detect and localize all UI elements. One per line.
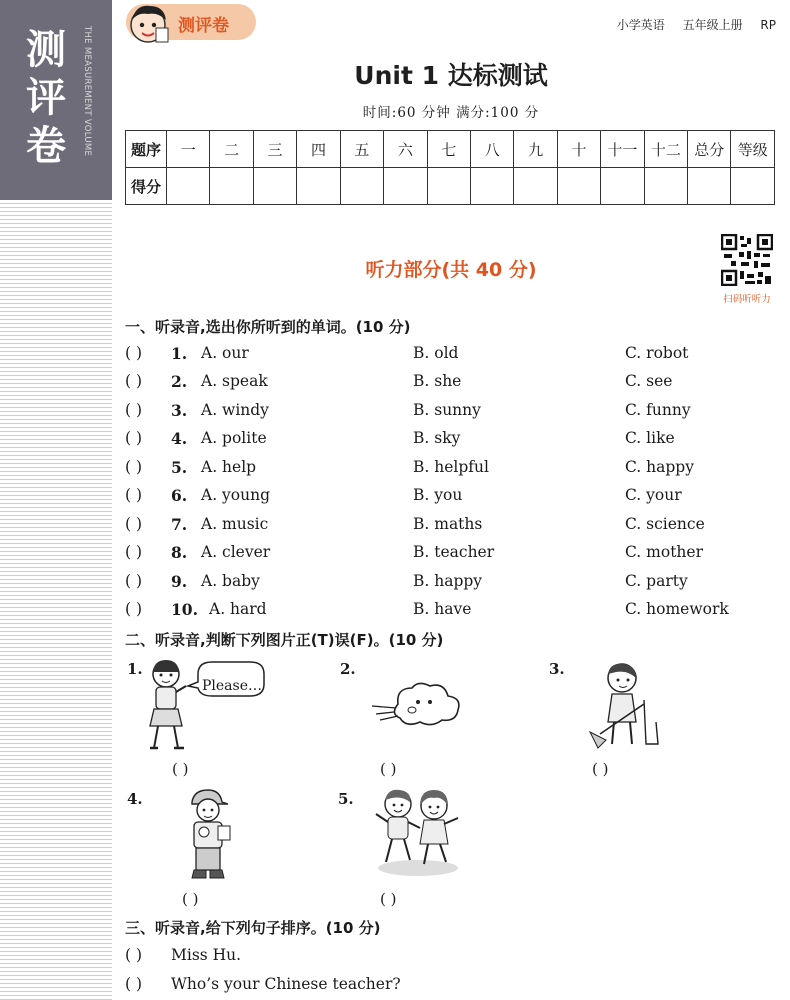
score-table-header-row <box>126 131 775 168</box>
answer-blank[interactable]: ( ) <box>125 401 143 419</box>
col-10: 十 <box>557 131 600 168</box>
page-title: Unit 1 达标测试 <box>354 61 548 90</box>
score-cell[interactable] <box>340 168 383 205</box>
sidebar-title: 测评卷 <box>26 27 66 169</box>
option-a: A. music <box>201 515 269 533</box>
test-badge <box>126 4 256 40</box>
question-row <box>125 372 785 396</box>
section2-title: 二、听录音,判断下列图片正(T)误(F)。(10 分) <box>125 631 444 649</box>
picture-number: 5. <box>338 790 354 808</box>
picture-answer-blank[interactable]: ( ) <box>380 890 397 908</box>
col-12: 十二 <box>644 131 687 168</box>
option-a: A. polite <box>201 429 267 447</box>
time-score-info: 时间:60 分钟 满分:100 分 <box>362 105 540 121</box>
score-cell[interactable] <box>210 168 253 205</box>
option-c: C. like <box>625 429 675 447</box>
question-row <box>125 486 785 510</box>
option-b: B. sunny <box>413 401 481 419</box>
score-cell[interactable] <box>731 168 775 205</box>
score-cell[interactable] <box>297 168 340 205</box>
badge-label: 测评卷 <box>178 16 229 36</box>
option-a: A. baby <box>201 572 260 590</box>
question-number: 3. <box>171 401 188 420</box>
option-a: A. hard <box>209 600 267 618</box>
option-c: C. robot <box>625 344 689 362</box>
row-head-order: 题序 <box>126 131 167 168</box>
option-a: A. clever <box>201 543 271 561</box>
grade-label: 五年级上册 <box>682 18 743 32</box>
boy-mascot-icon <box>126 2 172 46</box>
picture-number: 2. <box>340 660 356 678</box>
answer-blank[interactable]: ( ) <box>125 372 143 390</box>
option-c: C. your <box>625 486 682 504</box>
score-cell[interactable] <box>557 168 600 205</box>
question-row <box>125 429 785 453</box>
answer-blank[interactable]: ( ) <box>125 429 143 447</box>
option-c: C. mother <box>625 543 703 561</box>
boy-with-cap-icon <box>178 788 238 884</box>
col-8: 八 <box>470 131 513 168</box>
option-b: B. she <box>413 372 462 390</box>
score-cell[interactable] <box>601 168 644 205</box>
score-table <box>125 130 775 205</box>
answer-blank[interactable]: ( ) <box>125 543 143 561</box>
score-cell[interactable] <box>427 168 470 205</box>
col-9: 九 <box>514 131 557 168</box>
col-2: 二 <box>210 131 253 168</box>
score-cell[interactable] <box>167 168 210 205</box>
sidebar-vertical-text: THE MEASUREMENT VOLUME <box>82 26 92 157</box>
wind-cloud-icon <box>370 680 466 730</box>
order-blank[interactable]: ( ) <box>125 975 143 993</box>
question-number: 4. <box>171 429 188 448</box>
picture-answer-blank[interactable]: ( ) <box>172 760 189 778</box>
option-a: A. our <box>201 344 249 362</box>
option-b: B. old <box>413 344 459 362</box>
question-number: 1. <box>171 344 188 363</box>
option-b: B. you <box>413 486 463 504</box>
option-b: B. sky <box>413 429 461 447</box>
picture-answer-blank[interactable]: ( ) <box>182 890 199 908</box>
option-b: B. teacher <box>413 543 495 561</box>
picture-answer-blank[interactable]: ( ) <box>380 760 397 778</box>
section1-title: 一、听录音,选出你所听到的单词。(10 分) <box>125 318 411 336</box>
col-5: 五 <box>340 131 383 168</box>
score-cell[interactable] <box>688 168 731 205</box>
score-cell[interactable] <box>514 168 557 205</box>
option-a: A. windy <box>201 401 269 419</box>
answer-blank[interactable]: ( ) <box>125 600 143 618</box>
col-6: 六 <box>384 131 427 168</box>
question-number: 9. <box>171 572 188 591</box>
score-cell[interactable] <box>384 168 427 205</box>
col-3: 三 <box>253 131 296 168</box>
col-4: 四 <box>297 131 340 168</box>
option-a: A. young <box>201 486 271 504</box>
section3-title: 三、听录音,给下列句子排序。(10 分) <box>125 919 381 937</box>
option-b: B. have <box>413 600 472 618</box>
page-header-info <box>603 16 776 33</box>
row-head-score: 得分 <box>126 168 167 205</box>
question-number: 5. <box>171 458 188 477</box>
question-number: 10. <box>171 600 198 619</box>
sidebar-header <box>0 0 112 200</box>
option-c: C. happy <box>625 458 694 476</box>
question-row <box>125 458 785 482</box>
answer-blank[interactable]: ( ) <box>125 572 143 590</box>
col-7: 七 <box>427 131 470 168</box>
option-a: A. speak <box>201 372 268 390</box>
sentence-row <box>125 946 241 964</box>
question-row <box>125 344 785 368</box>
listening-part-title: 听力部分(共 40 分) <box>365 259 537 281</box>
option-c: C. homework <box>625 600 729 618</box>
col-11: 十一 <box>601 131 644 168</box>
sidebar-stripes <box>0 0 112 1000</box>
order-blank[interactable]: ( ) <box>125 946 143 964</box>
answer-blank[interactable]: ( ) <box>125 458 143 476</box>
sentence-text: Miss Hu. <box>171 946 242 964</box>
picture-answer-blank[interactable]: ( ) <box>592 760 609 778</box>
option-c: C. see <box>625 372 673 390</box>
question-row <box>125 572 785 596</box>
option-b: B. maths <box>413 515 483 533</box>
question-number: 6. <box>171 486 188 505</box>
option-c: C. party <box>625 572 688 590</box>
option-c: C. science <box>625 515 705 533</box>
edition-label: RP <box>760 18 776 32</box>
picture-number: 4. <box>127 790 143 808</box>
picture-number: 3. <box>549 660 565 678</box>
answer-blank[interactable]: ( ) <box>125 515 143 533</box>
question-number: 7. <box>171 515 188 534</box>
question-number: 8. <box>171 543 188 562</box>
question-row <box>125 600 785 624</box>
answer-blank[interactable]: ( ) <box>125 486 143 504</box>
score-cell[interactable] <box>644 168 687 205</box>
question-row <box>125 543 785 567</box>
sentence-text: Who’s your Chinese teacher? <box>171 975 401 993</box>
option-b: B. helpful <box>413 458 489 476</box>
speech-bubble-text: Please… <box>202 678 262 694</box>
col-1: 一 <box>167 131 210 168</box>
subject-label: 小学英语 <box>616 18 665 32</box>
col-total: 总分 <box>688 131 731 168</box>
answer-blank[interactable]: ( ) <box>125 344 143 362</box>
col-grade: 等级 <box>731 131 775 168</box>
question-row <box>125 515 785 539</box>
question-number: 2. <box>171 372 188 391</box>
two-children-icon <box>372 786 464 878</box>
option-c: C. funny <box>625 401 691 419</box>
option-a: A. help <box>201 458 257 476</box>
sentence-row <box>125 975 401 993</box>
girl-sweeping-icon <box>586 660 666 752</box>
qr-label: 扫码听听力 <box>723 294 771 305</box>
score-cell[interactable] <box>253 168 296 205</box>
score-cell[interactable] <box>470 168 513 205</box>
picture-number: 1. <box>127 660 143 678</box>
question-row <box>125 401 785 425</box>
girl-saying-please-icon <box>140 656 270 754</box>
option-b: B. happy <box>413 572 483 590</box>
score-table-score-row <box>126 168 775 205</box>
